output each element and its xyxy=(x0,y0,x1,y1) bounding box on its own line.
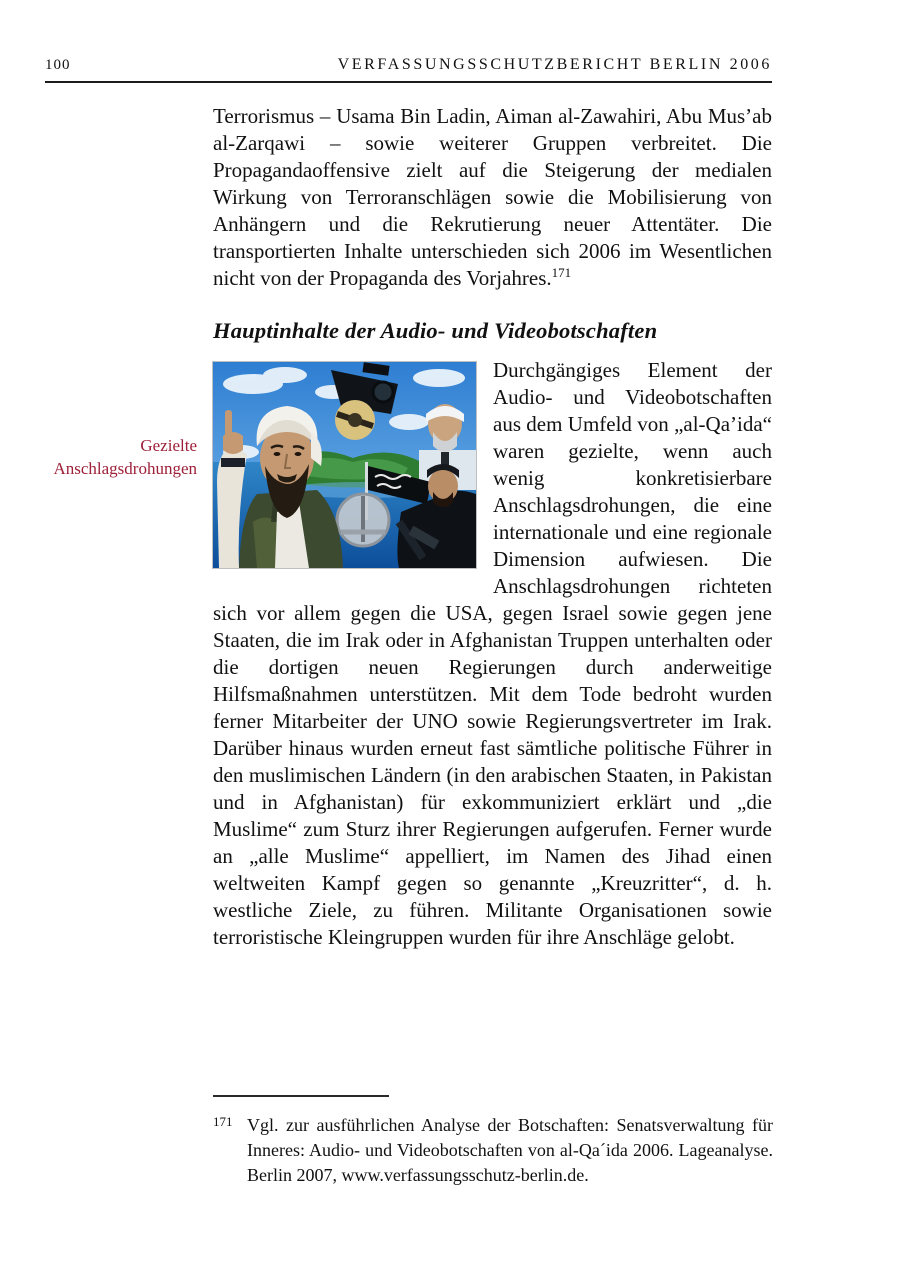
footnote-text: Vgl. zur ausführlichen Analyse der Botschaften: Senatsverwaltung für Inneres: Audio- und Videobotschaften von al-Qa´ida 2006. Lageanalyse. Berlin 2007, www.verfassungsschutz-berlin.de. xyxy=(247,1115,773,1185)
paragraph-text: Terrorismus – Usama Bin Ladin, Aiman al-Zawahiri, Abu Mus’ab al-Zarqawi – sowie weiterer Gruppen verbreitet. Die Propagandaoffensive zielt auf die Steigerung der medialen Wirkung von Terroranschlägen sowie die Mobilisierung von Anhängern und die Rekrutierung neuer Attentäter. Die transportierten Inhalte unterschieden sich 2006 im Wesentlichen nicht von der Propaganda des Vorjahres. xyxy=(213,104,772,290)
page-header xyxy=(45,56,772,83)
footnote-number: 171 xyxy=(213,1114,233,1129)
section-heading: Hauptinhalte der Audio- und Videobotschaften xyxy=(213,318,658,343)
footnote-block xyxy=(213,1095,773,1188)
paragraph-terrorismus xyxy=(213,103,772,292)
text-column xyxy=(213,103,772,951)
margin-note: Gezielte Anschlagsdrohungen xyxy=(53,436,197,478)
paragraph-anschlagsdrohungen: Durchgängiges Element der Audio- und Videobotschaften aus dem Umfeld von „al-Qa’ida“ waren gezielte, wenn auch wenig konkretisierbare Anschlagsdrohungen, die eine internationale und eine regionale Dimension aufwiesen. Die Anschlagsdrohungen richteten sich vor allem gegen die USA, gegen Israel sowie gegen jene Staaten, die im Irak oder in Afghanistan Truppen unterhalten oder die dortigen neuen Regierungen durch anderweitige Hilfsmaßnahmen unterstützen. Mit dem Tode bedroht wurden ferner Mitarbeiter der UNO sowie Regierungsvertreter im Irak. Darüber hinaus wurden erneut fast sämtliche politische Führer in den muslimischen Ländern (in den arabischen Staaten, in Pakistan und in Afghanistan) für exkommuniziert erklärt und „die Muslime“ zum Sturz ihrer Regierungen aufgerufen. Ferner wurde an „alle Muslime“ appelliert, im Namen des Jihad einen weltweiten Kampf gegen so genannte „Kreuzritter“, d. h. westliche Ziele, zu führen. Militante Organisationen sowie terroristische Kleingruppen wurden für ihre Anschläge gelobt. xyxy=(213,358,772,949)
header-title: VERFASSUNGSSCHUTZBERICHT BERLIN 2006 xyxy=(337,56,772,73)
footnote-separator xyxy=(213,1095,389,1097)
footnote-reference: 171 xyxy=(551,265,572,280)
propaganda-collage-image xyxy=(213,362,476,568)
footnote xyxy=(213,1113,773,1188)
figure-with-text xyxy=(213,357,772,951)
page-number: 100 xyxy=(45,57,71,73)
